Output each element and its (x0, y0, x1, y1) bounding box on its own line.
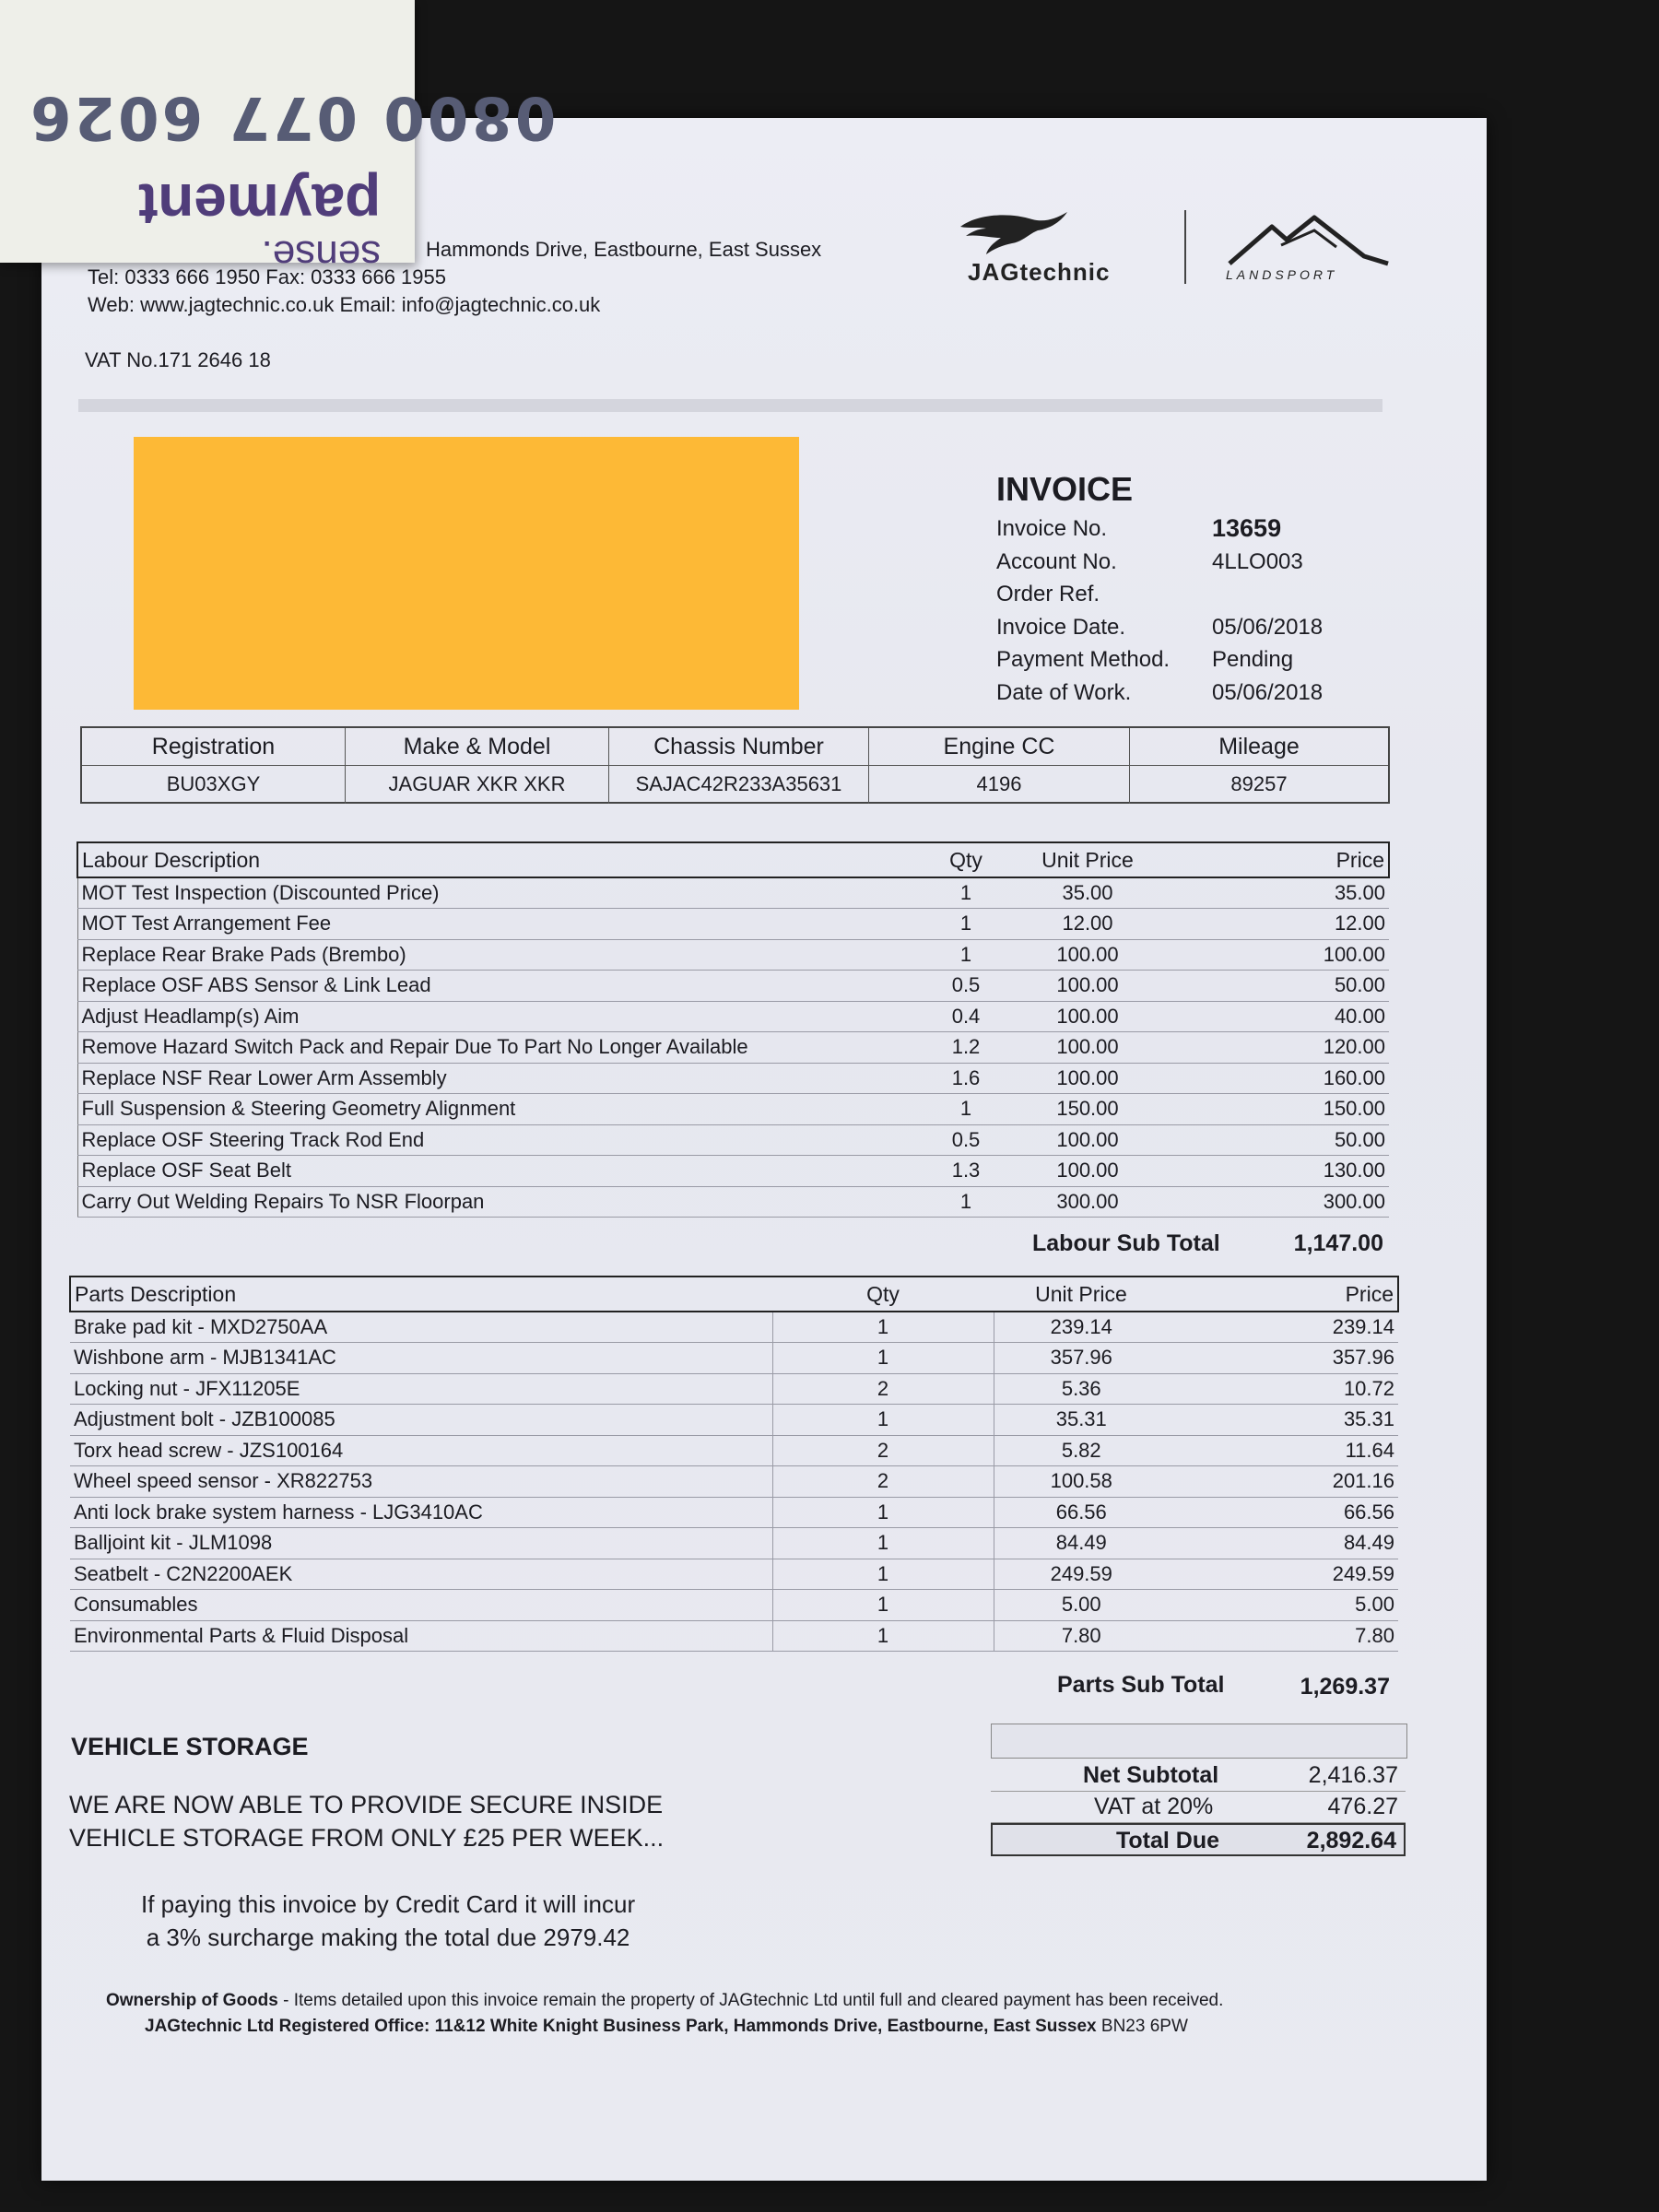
vehicle-header-engine-cc: Engine CC (869, 728, 1130, 765)
parts-row-price: 249.59 (1169, 1559, 1398, 1590)
labour-row-qty: 0.5 (927, 1124, 1005, 1156)
labour-row-qty: 1 (927, 939, 1005, 971)
labour-row-price: 100.00 (1171, 939, 1389, 971)
vehicle-storage-text (69, 1788, 664, 1854)
parts-row-description: Anti lock brake system harness - LJG3410AC (70, 1497, 772, 1528)
vat-label: VAT at 20% (1094, 1794, 1214, 1819)
vehicle-make-model: JAGUAR XKR XKR (346, 765, 609, 804)
parts-row-unit-price: 357.96 (994, 1343, 1169, 1374)
parts-row-description: Consumables (70, 1590, 772, 1621)
sticker-phone-number: 0800 077 6026 (28, 83, 557, 151)
parts-row-description: Adjustment bolt - JZB100085 (70, 1405, 772, 1436)
invoice-field-label: Order Ref. (996, 582, 1100, 606)
labour-row-price: 150.00 (1171, 1094, 1389, 1125)
invoice-field-value: 05/06/2018 (1212, 614, 1324, 640)
labour-row-price: 120.00 (1171, 1032, 1389, 1064)
labour-row-description: Adjust Headlamp(s) Aim (77, 1001, 927, 1032)
labour-row-unit-price: 100.00 (1005, 1156, 1171, 1187)
parts-row-price: 10.72 (1169, 1373, 1398, 1405)
table-row (70, 1497, 1398, 1528)
credit-card-note-line-1: If paying this invoice by Credit Card it will incur (141, 1890, 636, 1918)
parts-row-qty: 1 (772, 1405, 994, 1436)
parts-row-qty: 2 (772, 1435, 994, 1466)
parts-row-price: 84.49 (1169, 1528, 1398, 1559)
invoice-field-value: 13659 (1212, 514, 1282, 542)
table-row (70, 1590, 1398, 1621)
labour-row-description: Replace OSF Seat Belt (77, 1156, 927, 1187)
table-row (77, 1063, 1389, 1094)
jagtechnic-logo-text: JAGtechnic (968, 258, 1111, 286)
total-due-value: 2,892.64 (1306, 1828, 1396, 1853)
parts-row-description: Brake pad kit - MXD2750AA (70, 1312, 772, 1343)
invoice-field-label: Date of Work. (996, 679, 1132, 705)
labour-row-description: Carry Out Welding Repairs To NSR Floorpan (77, 1186, 927, 1218)
parts-row-price: 239.14 (1169, 1312, 1398, 1343)
parts-row-qty: 1 (772, 1343, 994, 1374)
invoice-field-label: Invoice No. (996, 516, 1108, 541)
labour-row-description: Replace OSF Steering Track Rod End (77, 1124, 927, 1156)
table-row (70, 1312, 1398, 1343)
ownership-of-goods-notice (106, 1991, 1223, 2011)
vehicle-header-chassis: Chassis Number (609, 728, 869, 765)
labour-row-qty: 0.4 (927, 1001, 1005, 1032)
vehicle-header-mileage: Mileage (1218, 733, 1300, 759)
labour-row-unit-price: 100.00 (1005, 1063, 1171, 1094)
invoice-field-value: 4LLO003 (1212, 548, 1303, 574)
net-subtotal-label: Net Subtotal (1083, 1762, 1219, 1788)
labour-row-qty: 1.3 (927, 1156, 1005, 1187)
registered-office-notice (145, 2017, 1188, 2037)
landsport-mountain-logo-icon (1226, 214, 1392, 269)
parts-row-unit-price: 5.36 (994, 1373, 1169, 1405)
vehicle-table-header (82, 728, 1388, 766)
company-vat-number: VAT No.171 2646 18 (85, 348, 271, 371)
vehicle-details-table (80, 726, 1390, 804)
labour-row-description: Full Suspension & Steering Geometry Alignment (77, 1094, 927, 1125)
table-row (77, 1032, 1389, 1064)
labour-row-unit-price: 100.00 (1005, 1001, 1171, 1032)
parts-row-qty: 1 (772, 1312, 994, 1343)
parts-row-unit-price: 66.56 (994, 1497, 1169, 1528)
invoice-field-label: Payment Method. (996, 647, 1171, 672)
vehicle-registration: BU03XGY (82, 765, 346, 804)
table-row (70, 1528, 1398, 1559)
parts-table-header (70, 1277, 1398, 1312)
vat-row (991, 1792, 1406, 1823)
table-row (70, 1373, 1398, 1405)
sticker-brand-sense: sense. (261, 232, 382, 277)
parts-row-price: 66.56 (1169, 1497, 1398, 1528)
total-due-label: Total Due (1116, 1828, 1220, 1853)
labour-row-unit-price: 35.00 (1005, 877, 1171, 909)
parts-row-unit-price: 7.80 (994, 1620, 1169, 1652)
table-row (70, 1343, 1398, 1374)
parts-row-qty: 2 (772, 1466, 994, 1498)
parts-row-description: Balljoint kit - JLM1098 (70, 1528, 772, 1559)
vehicle-header-make-model: Make & Model (346, 728, 609, 765)
parts-subtotal-label: Parts Sub Total (1057, 1672, 1225, 1698)
ownership-heading: Ownership of Goods (106, 1991, 278, 2010)
table-row (77, 1094, 1389, 1125)
parts-table (69, 1276, 1399, 1652)
labour-row-description: Replace OSF ABS Sensor & Link Lead (77, 971, 927, 1002)
labour-header-unit-price: Unit Price (1005, 842, 1171, 877)
labour-row-description: Replace Rear Brake Pads (Brembo) (77, 939, 927, 971)
parts-row-qty: 1 (772, 1528, 994, 1559)
parts-row-description: Locking nut - JFX11205E (70, 1373, 772, 1405)
labour-row-unit-price: 100.00 (1005, 971, 1171, 1002)
parts-row-price: 357.96 (1169, 1343, 1398, 1374)
invoice-title: INVOICE (996, 470, 1134, 508)
labour-row-price: 160.00 (1171, 1063, 1389, 1094)
company-logos (922, 210, 1410, 293)
parts-row-qty: 1 (772, 1559, 994, 1590)
parts-row-qty: 1 (772, 1497, 994, 1528)
labour-row-qty: 1 (927, 909, 1005, 940)
labour-row-price: 50.00 (1171, 1124, 1389, 1156)
vehicle-engine-cc: 4196 (869, 765, 1130, 804)
parts-row-description: Wishbone arm - MJB1341AC (70, 1343, 772, 1374)
redacted-customer-address (134, 437, 799, 710)
net-subtotal-value: 2,416.37 (1308, 1762, 1398, 1788)
labour-row-unit-price: 100.00 (1005, 1124, 1171, 1156)
labour-row-unit-price: 150.00 (1005, 1094, 1171, 1125)
jaguar-leaper-logo-icon (959, 210, 1069, 256)
parts-row-unit-price: 100.58 (994, 1466, 1169, 1498)
labour-table-header (77, 842, 1389, 877)
labour-row-qty: 1.2 (927, 1032, 1005, 1064)
labour-row-qty: 0.5 (927, 971, 1005, 1002)
labour-subtotal-value: 1,147.00 (1293, 1230, 1383, 1256)
landsport-logo-text: LANDSPORT (1226, 267, 1338, 282)
parts-row-unit-price: 5.82 (994, 1435, 1169, 1466)
parts-row-unit-price: 35.31 (994, 1405, 1169, 1436)
labour-row-price: 130.00 (1171, 1156, 1389, 1187)
company-web-email: Web: www.jagtechnic.co.uk Email: info@jagtechnic.co.uk (88, 293, 601, 316)
parts-header-price: Price (1169, 1277, 1398, 1312)
labour-row-unit-price: 100.00 (1005, 1032, 1171, 1064)
parts-row-qty: 1 (772, 1620, 994, 1652)
header-divider-band (78, 399, 1382, 412)
invoice-field-label: Invoice Date. (996, 614, 1126, 640)
table-row (70, 1466, 1398, 1498)
invoice-document (41, 118, 1487, 2181)
labour-table (76, 841, 1390, 1218)
labour-row-qty: 1.6 (927, 1063, 1005, 1094)
parts-row-price: 7.80 (1169, 1620, 1398, 1652)
table-row (77, 971, 1389, 1002)
vat-value: 476.27 (1327, 1794, 1398, 1819)
labour-row-price: 40.00 (1171, 1001, 1389, 1032)
table-row (77, 1186, 1389, 1218)
ownership-text: - Items detailed upon this invoice remain the property of JAGtechnic Ltd until full and cleared payment has been received. (277, 1991, 1224, 2010)
table-row (70, 1435, 1398, 1466)
labour-row-qty: 1 (927, 1186, 1005, 1218)
labour-row-description: MOT Test Inspection (Discounted Price) (77, 877, 927, 909)
sticker-brand-payment: payment (138, 171, 382, 238)
vehicle-table-row (82, 765, 1388, 804)
parts-row-unit-price: 239.14 (994, 1312, 1169, 1343)
parts-row-price: 5.00 (1169, 1590, 1398, 1621)
parts-row-description: Seatbelt - C2N2200AEK (70, 1559, 772, 1590)
labour-row-price: 50.00 (1171, 971, 1389, 1002)
registered-office-text: JAGtechnic Ltd Registered Office: 11&12 White Knight Business Park, Hammonds Drive, Eastbourne, East Sussex (145, 2017, 1097, 2036)
parts-row-qty: 2 (772, 1373, 994, 1405)
labour-header-price: Price (1171, 842, 1389, 877)
vehicle-chassis-number: SAJAC42R233A35631 (609, 765, 869, 804)
totals-empty-box (991, 1724, 1407, 1759)
parts-row-description: Torx head screw - JZS100164 (70, 1435, 772, 1466)
labour-row-qty: 1 (927, 877, 1005, 909)
parts-row-unit-price: 249.59 (994, 1559, 1169, 1590)
parts-row-price: 35.31 (1169, 1405, 1398, 1436)
parts-row-price: 11.64 (1169, 1435, 1398, 1466)
labour-header-qty: Qty (927, 842, 1005, 877)
labour-subtotal-label: Labour Sub Total (1032, 1230, 1220, 1256)
table-row (77, 909, 1389, 940)
parts-header-unit-price: Unit Price (994, 1277, 1169, 1312)
labour-row-qty: 1 (927, 1094, 1005, 1125)
credit-card-surcharge-note (141, 1888, 635, 1954)
invoice-field-value: Pending (1212, 647, 1294, 672)
company-address: Hammonds Drive, Eastbourne, East Sussex (426, 238, 822, 261)
table-row (77, 1156, 1389, 1187)
vehicle-storage-line-1: WE ARE NOW ABLE TO PROVIDE SECURE INSIDE (69, 1791, 664, 1818)
labour-row-price: 12.00 (1171, 909, 1389, 940)
table-row (70, 1559, 1398, 1590)
table-row (77, 1124, 1389, 1156)
vehicle-storage-line-2: VEHICLE STORAGE FROM ONLY £25 PER WEEK... (69, 1824, 665, 1852)
parts-header-qty: Qty (772, 1277, 994, 1312)
table-row (70, 1620, 1398, 1652)
parts-row-unit-price: 5.00 (994, 1590, 1169, 1621)
labour-row-unit-price: 12.00 (1005, 909, 1171, 940)
sticker-brand-logo (138, 171, 382, 277)
credit-card-note-line-2: a 3% surcharge making the total due 2979.42 (146, 1924, 630, 1951)
table-row (77, 1001, 1389, 1032)
net-subtotal-row (991, 1760, 1406, 1792)
labour-row-description: Replace NSF Rear Lower Arm Assembly (77, 1063, 927, 1094)
labour-row-price: 300.00 (1171, 1186, 1389, 1218)
labour-row-description: Remove Hazard Switch Pack and Repair Due To Part No Longer Available (77, 1032, 927, 1064)
vehicle-mileage: 89257 (1230, 772, 1288, 795)
table-row (77, 939, 1389, 971)
invoice-field-value: 05/06/2018 (1212, 679, 1324, 705)
labour-row-unit-price: 300.00 (1005, 1186, 1171, 1218)
parts-row-qty: 1 (772, 1590, 994, 1621)
total-due-row (991, 1823, 1406, 1856)
parts-row-price: 201.16 (1169, 1466, 1398, 1498)
parts-header-description: Parts Description (70, 1277, 772, 1312)
parts-row-description: Wheel speed sensor - XR822753 (70, 1466, 772, 1498)
labour-row-unit-price: 100.00 (1005, 939, 1171, 971)
table-row (77, 877, 1389, 909)
parts-row-unit-price: 84.49 (994, 1528, 1169, 1559)
vehicle-storage-title: VEHICLE STORAGE (71, 1733, 309, 1760)
vehicle-header-registration: Registration (82, 728, 346, 765)
parts-subtotal-value: 1,269.37 (1300, 1674, 1390, 1700)
labour-header-description: Labour Description (77, 842, 927, 877)
table-row (70, 1405, 1398, 1436)
labour-row-price: 35.00 (1171, 877, 1389, 909)
invoice-field-label: Account No. (996, 548, 1117, 574)
logo-divider (1184, 210, 1186, 284)
labour-row-description: MOT Test Arrangement Fee (77, 909, 927, 940)
parts-row-description: Environmental Parts & Fluid Disposal (70, 1620, 772, 1652)
company-tel-fax: Tel: 0333 666 1950 Fax: 0333 666 1955 (88, 265, 446, 288)
registered-office-postcode: BN23 6PW (1096, 2017, 1188, 2036)
